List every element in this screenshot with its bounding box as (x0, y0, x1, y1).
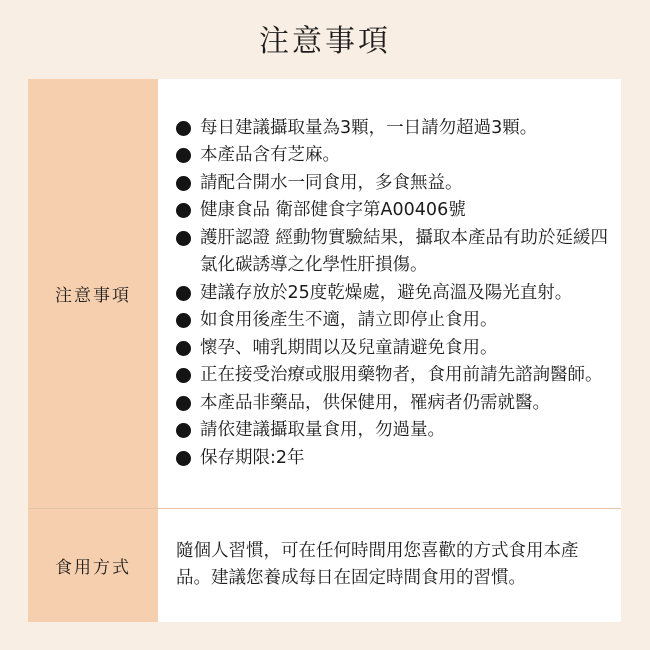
note-text: 請依建議攝取量食用，勿過量。 (200, 420, 445, 440)
note-item (176, 362, 617, 390)
bullet-icon (176, 121, 191, 136)
note-item (176, 115, 617, 143)
note-text: 護肝認證 經動物實驗結果，攝取本產品有助於延緩四氯化碳誘導之化學性肝損傷。 (200, 227, 609, 275)
note-text: 請配合開水一同食用，多食無益。 (200, 172, 463, 193)
note-text: 正在接受治療或服用藥物者，食用前請先諮詢醫師。 (200, 365, 603, 385)
bullet-icon (176, 313, 191, 328)
usage-content (158, 508, 621, 622)
note-item (176, 142, 617, 170)
notes-list (176, 115, 617, 473)
note-item (176, 390, 617, 418)
note-item (176, 197, 617, 225)
bullet-icon (176, 451, 191, 466)
usage-text: 隨個人習慣，可在任何時間用您喜歡的方式食用本產品。建議您養成每日在固定時間食用的習慣。 (176, 540, 579, 589)
notes-label: 注意事項 (28, 79, 158, 508)
note-item (176, 170, 617, 198)
note-text: 如食用後產生不適，請立即停止食用。 (200, 310, 498, 330)
bullet-icon (176, 203, 191, 218)
usage-label: 食用方式 (28, 508, 158, 622)
note-item (176, 445, 617, 473)
bullet-icon (176, 148, 191, 163)
note-item (176, 225, 617, 280)
note-text: 保存期限:2年 (200, 447, 305, 468)
bullet-icon (176, 341, 191, 356)
info-table (28, 79, 621, 622)
bullet-icon (176, 396, 191, 411)
note-text: 懷孕、哺乳期間以及兒童請避免食用。 (200, 337, 498, 358)
note-text: 每日建議攝取量為3顆，一日請勿超過3顆。 (200, 117, 538, 138)
note-item (176, 307, 617, 335)
note-text: 健康食品 衛部健食字第A00406號 (200, 200, 466, 220)
note-item (176, 417, 617, 445)
note-item (176, 335, 617, 363)
bullet-icon (176, 423, 191, 438)
note-text: 本產品含有芝麻。 (200, 145, 340, 165)
note-text: 建議存放於25度乾燥處，避免高溫及陽光直射。 (200, 282, 573, 303)
note-text: 本產品非藥品，供保健用，罹病者仍需就醫。 (200, 392, 550, 413)
notes-row (28, 79, 621, 508)
usage-row (28, 508, 621, 622)
bullet-icon (176, 231, 191, 246)
notes-content (158, 79, 621, 508)
note-item (176, 280, 617, 308)
page-title: 注意事項 (259, 24, 391, 59)
bullet-icon (176, 368, 191, 383)
bullet-icon (176, 286, 191, 301)
bullet-icon (176, 176, 191, 191)
